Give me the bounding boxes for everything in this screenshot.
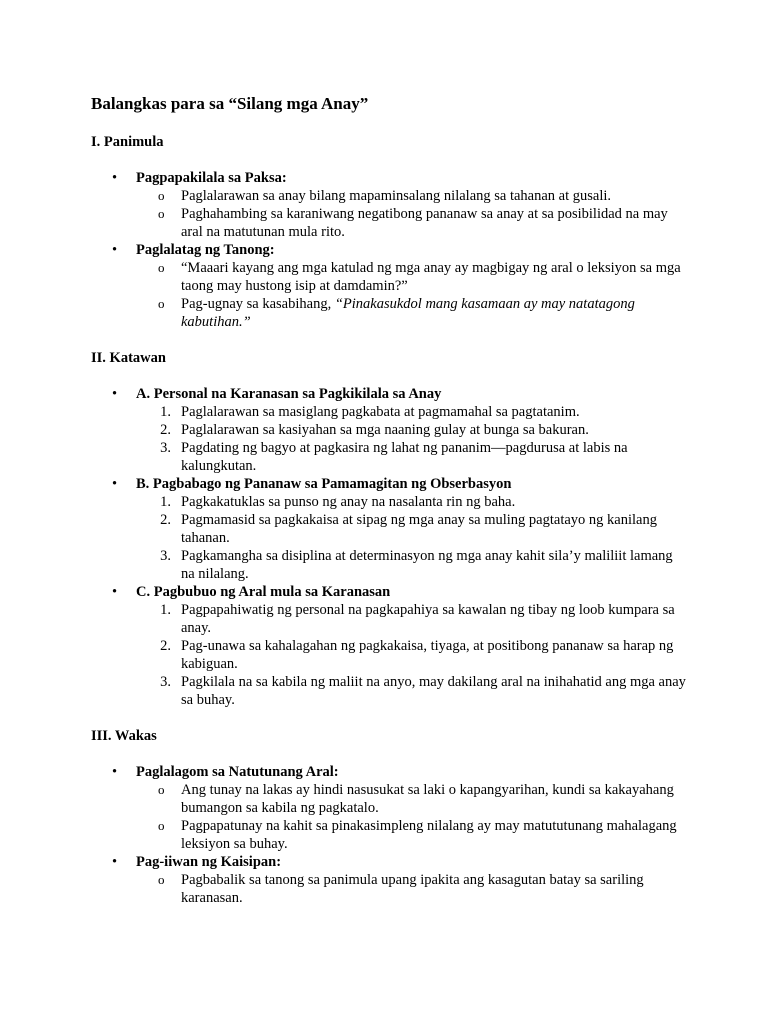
sub-item-text: Pagkamangha sa disiplina at determinasyon ng mga anay kahit sila’y maliliit lamang na nilalang. bbox=[181, 548, 673, 582]
sub-bullet-marker: o bbox=[158, 188, 165, 203]
sub-bullet-marker: o bbox=[158, 260, 165, 275]
sub-list bbox=[136, 259, 688, 331]
sub-item bbox=[136, 511, 688, 547]
number-marker: 2. bbox=[160, 638, 171, 654]
list-item bbox=[91, 241, 688, 331]
sub-item bbox=[136, 601, 688, 637]
sub-item bbox=[136, 871, 688, 907]
sub-item bbox=[136, 295, 688, 331]
sub-bullet-marker: o bbox=[158, 872, 165, 887]
number-marker: 1. bbox=[160, 602, 171, 618]
list-item bbox=[91, 475, 688, 583]
sub-item-text: Paglalarawan sa masiglang pagkabata at pagmamahal sa pagtatanim. bbox=[181, 404, 580, 420]
number-marker: 3. bbox=[160, 674, 171, 690]
sub-list bbox=[136, 871, 688, 907]
number-marker: 2. bbox=[160, 422, 171, 438]
sub-item bbox=[136, 547, 688, 583]
item-label: A. Personal na Karanasan sa Pagkikilala sa Anay bbox=[136, 386, 442, 402]
sub-item-text: Paglalarawan sa anay bilang mapaminsalang nilalang sa tahanan at gusali. bbox=[181, 188, 612, 204]
sub-item-text: Pag-ugnay sa kasabihang, bbox=[181, 296, 335, 312]
number-marker: 1. bbox=[160, 404, 171, 420]
item-label: Paglalagom sa Natutunang Aral: bbox=[136, 764, 339, 780]
list-item bbox=[91, 853, 688, 907]
bullet-marker: • bbox=[112, 170, 118, 186]
section-heading-wakas: III. Wakas bbox=[91, 728, 157, 744]
katawan-list bbox=[91, 385, 688, 709]
list-item bbox=[91, 583, 688, 709]
sub-item bbox=[136, 421, 688, 439]
number-marker: 2. bbox=[160, 512, 171, 528]
section-heading-panimula: I. Panimula bbox=[91, 134, 164, 150]
list-item bbox=[91, 169, 688, 241]
bullet-marker: • bbox=[112, 584, 118, 600]
list-item bbox=[91, 763, 688, 853]
item-label: Pag-iiwan ng Kaisipan: bbox=[136, 854, 282, 870]
numbered-list bbox=[136, 601, 688, 709]
number-marker: 3. bbox=[160, 548, 171, 564]
sub-item-text: Pagpapatunay na kahit sa pinakasimpleng nilalang ay may matututunang mahalagang leksiyon sa buhay. bbox=[181, 818, 677, 852]
sub-bullet-marker: o bbox=[158, 206, 165, 221]
bullet-marker: • bbox=[112, 764, 118, 780]
bullet-marker: • bbox=[112, 854, 118, 870]
list-item bbox=[91, 385, 688, 475]
document-title: Balangkas para sa “Silang mga Anay” bbox=[91, 94, 369, 113]
numbered-list bbox=[136, 493, 688, 583]
sub-item-text: Pagdating ng bagyo at pagkasira ng lahat ng pananim—pagdurusa at labis na kalungkutan. bbox=[181, 440, 628, 474]
number-marker: 1. bbox=[160, 494, 171, 510]
bullet-marker: • bbox=[112, 242, 118, 258]
item-label: Pagpapakilala sa Paksa: bbox=[136, 170, 287, 186]
sub-item-text: Paglalarawan sa kasiyahan sa mga naaning gulay at bunga sa bakuran. bbox=[181, 422, 589, 438]
item-label: C. Pagbubuo ng Aral mula sa Karanasan bbox=[136, 584, 391, 600]
sub-bullet-marker: o bbox=[158, 782, 165, 797]
numbered-list bbox=[136, 403, 688, 475]
sub-bullet-marker: o bbox=[158, 818, 165, 833]
sub-item-text: Pag-unawa sa kahalagahan ng pagkakaisa, tiyaga, at positibong pananaw sa harap ng kabiguan. bbox=[181, 638, 674, 672]
sub-item-text: Pagbabalik sa tanong sa panimula upang ipakita ang kasagutan batay sa sariling karanasan. bbox=[181, 872, 644, 906]
section-heading-katawan: II. Katawan bbox=[91, 350, 166, 366]
sub-item bbox=[136, 781, 688, 817]
sub-bullet-marker: o bbox=[158, 296, 165, 311]
sub-list bbox=[136, 781, 688, 853]
sub-item-text: Pagkakatuklas sa punso ng anay na nasalanta rin ng baha. bbox=[181, 494, 516, 510]
sub-item-text: Paghahambing sa karaniwang negatibong pananaw sa anay at sa posibilidad na may aral na matutunan mula rito. bbox=[181, 206, 668, 240]
quote-text: “Pinakasukdol mang kasamaan ay may natatagong kabutihan.” bbox=[181, 296, 635, 330]
item-label: Paglalatag ng Tanong: bbox=[136, 242, 275, 258]
sub-item bbox=[136, 673, 688, 709]
sub-item bbox=[136, 403, 688, 421]
sub-item-text: Pagkilala na sa kabila ng maliit na anyo, may dakilang aral na inihahatid ang mga anay sa buhay. bbox=[181, 674, 686, 708]
sub-item-text: “Maaari kayang ang mga katulad ng mga anay ay magbigay ng aral o leksiyon sa mga taong may hustong isip at damdamin?” bbox=[181, 260, 681, 294]
sub-item-text: Pagpapahiwatig ng personal na pagkapahiya sa kawalan ng tibay ng loob kumpara sa anay. bbox=[181, 602, 675, 636]
bullet-marker: • bbox=[112, 386, 118, 402]
sub-list bbox=[136, 187, 688, 241]
wakas-list bbox=[91, 763, 688, 907]
item-label: B. Pagbabago ng Pananaw sa Pamamagitan ng Obserbasyon bbox=[136, 476, 512, 492]
sub-item bbox=[136, 259, 688, 295]
sub-item bbox=[136, 817, 688, 853]
sub-item bbox=[136, 187, 688, 205]
sub-item-text: Pagmamasid sa pagkakaisa at sipag ng mga anay sa muling pagtatayo ng kanilang tahanan. bbox=[181, 512, 657, 546]
sub-item bbox=[136, 493, 688, 511]
bullet-marker: • bbox=[112, 476, 118, 492]
number-marker: 3. bbox=[160, 440, 171, 456]
panimula-list bbox=[91, 169, 688, 331]
sub-item bbox=[136, 439, 688, 475]
sub-item bbox=[136, 205, 688, 241]
sub-item-text: Ang tunay na lakas ay hindi nasusukat sa laki o kapangyarihan, kundi sa kakayahang bumangon sa kabila ng pagkatalo. bbox=[181, 782, 674, 816]
sub-item bbox=[136, 637, 688, 673]
